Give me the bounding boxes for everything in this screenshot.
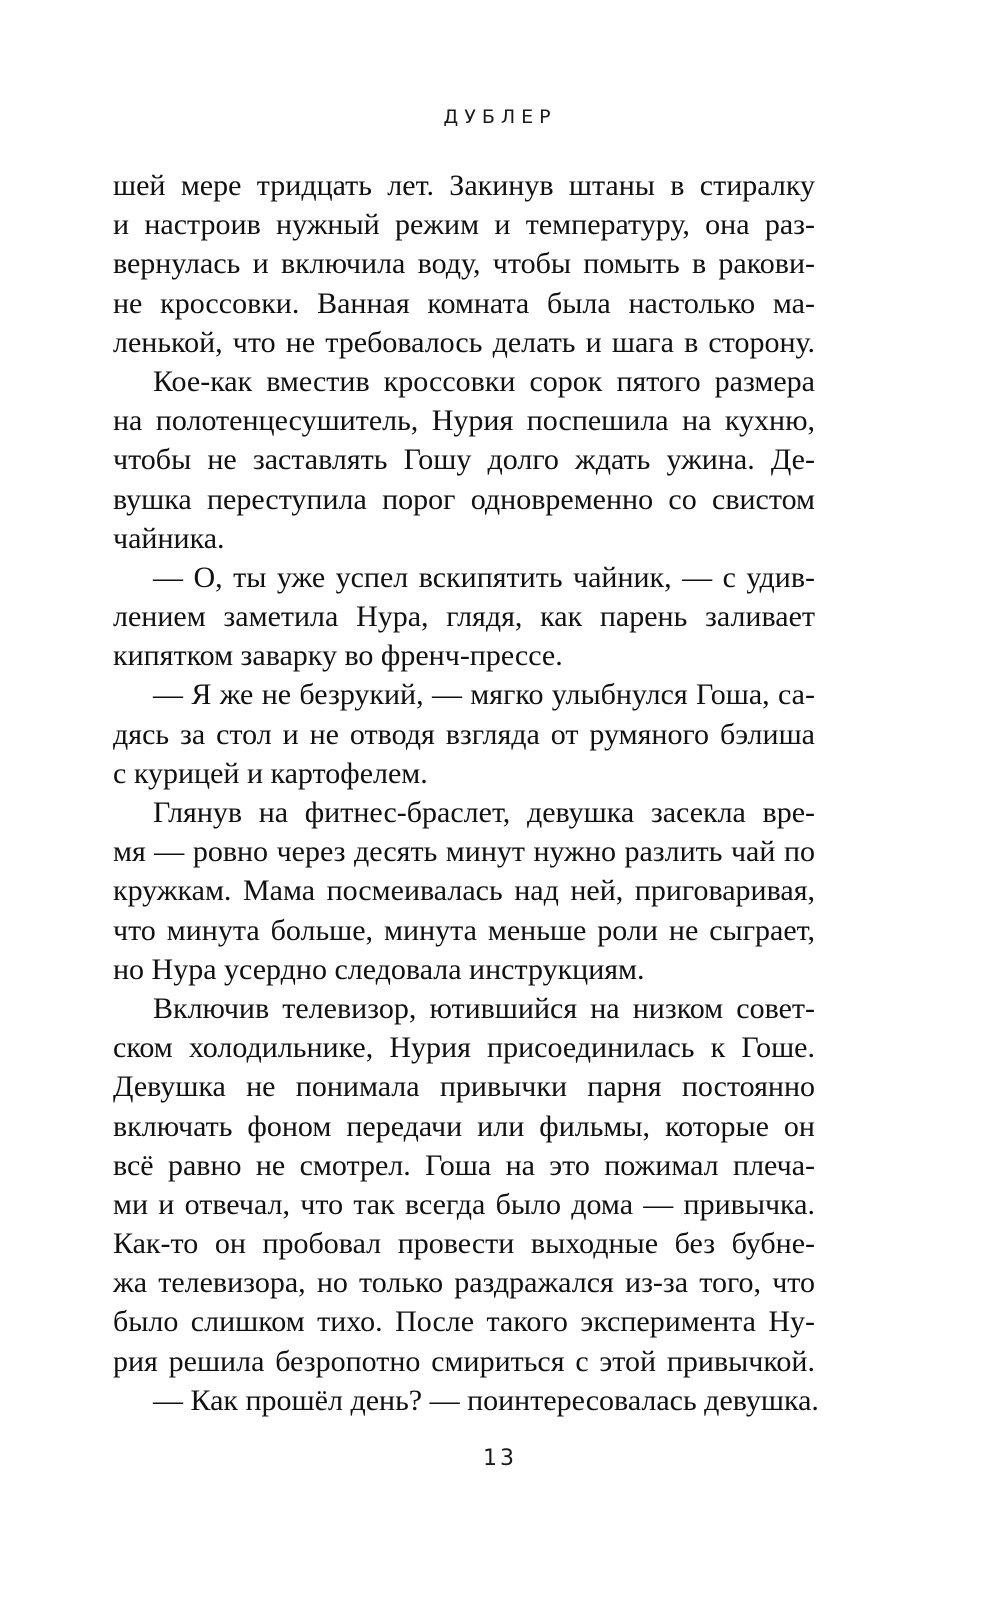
text-line: жа телевизора, но только раздражался из-за того, что: [113, 1266, 815, 1300]
text-line: всё равно не смотрел. Гоша на это пожимал плеча-: [113, 1148, 815, 1182]
text-line: ском холодильнике, Нурия присоединилась к Гоше.: [113, 1031, 815, 1065]
text-line: не кроссовки. Ванная комната была настолько ма-: [113, 286, 815, 320]
text-line: но Нура усердно следовала инструкциям.: [113, 952, 645, 986]
text-line: рия решила безропотно смириться с этой привычкой.: [113, 1344, 815, 1378]
text-line: Как-то он пробовал провести выходные без бубне-: [113, 1227, 815, 1261]
text-line: было слишком тихо. После такого эксперимента Ну-: [113, 1305, 815, 1339]
body-text: [113, 166, 819, 1420]
text-line: чтобы не заставлять Гошу долго ждать ужина. Де-: [113, 443, 815, 477]
text-line: — Я же не безрукий, — мягко улыбнулся Гоша, са-: [153, 678, 815, 712]
text-line: ми и отвечал, что так всегда было дома — привычка.: [113, 1187, 815, 1221]
text-line: Кое-как вместив кроссовки сорок пятого размера: [153, 364, 815, 398]
text-line: Глянув на фитнес-браслет, девушка засекла вре-: [153, 796, 815, 829]
text-line: шей мере тридцать лет. Закинув штаны в стиралку: [113, 169, 815, 202]
text-line: мя — ровно через десять минут нужно разлить чай по: [113, 835, 815, 869]
running-title: ДУБЛЕР: [443, 106, 557, 128]
text-line: — О, ты уже успел вскипятить чайник, — с удив-: [153, 560, 815, 594]
text-line: кружкам. Мама посмеивалась над ней, приговаривая,: [113, 874, 815, 908]
text-line: Девушка не понимала привычки парня постоянно: [113, 1070, 815, 1104]
text-line: чайника.: [113, 521, 225, 555]
text-line: с курицей и картофелем.: [113, 756, 428, 790]
page-number: 13: [483, 1446, 517, 1471]
text-line: что минута больше, минута меньше роли не сыграет,: [113, 913, 815, 947]
text-line: кипятком заварку во френч-прессе.: [113, 639, 563, 673]
text-line: Включив телевизор, ютившийся на низком совет-: [153, 991, 815, 1025]
text-line: вернулась и включила воду, чтобы помыть в ракови-: [113, 247, 815, 281]
text-line: и настроив нужный режим и температуру, она раз-: [113, 208, 815, 242]
text-line: лением заметила Нура, глядя, как парень заливает: [113, 600, 815, 634]
text-line: включать фоном передачи или фильмы, которые он: [113, 1109, 815, 1143]
text-line: ленькой, что не требовалось делать и шага в сторону.: [113, 325, 815, 359]
text-line: на полотенцесушитель, Нурия поспешила на кухню,: [113, 404, 815, 438]
text-line: вушка переступила порог одновременно со свистом: [113, 482, 815, 516]
text-line: — Как прошёл день? — поинтересовалась девушка.: [153, 1383, 819, 1417]
text-line: дясь за стол и не отводя взгляда от румяного бэлиша: [113, 717, 815, 751]
